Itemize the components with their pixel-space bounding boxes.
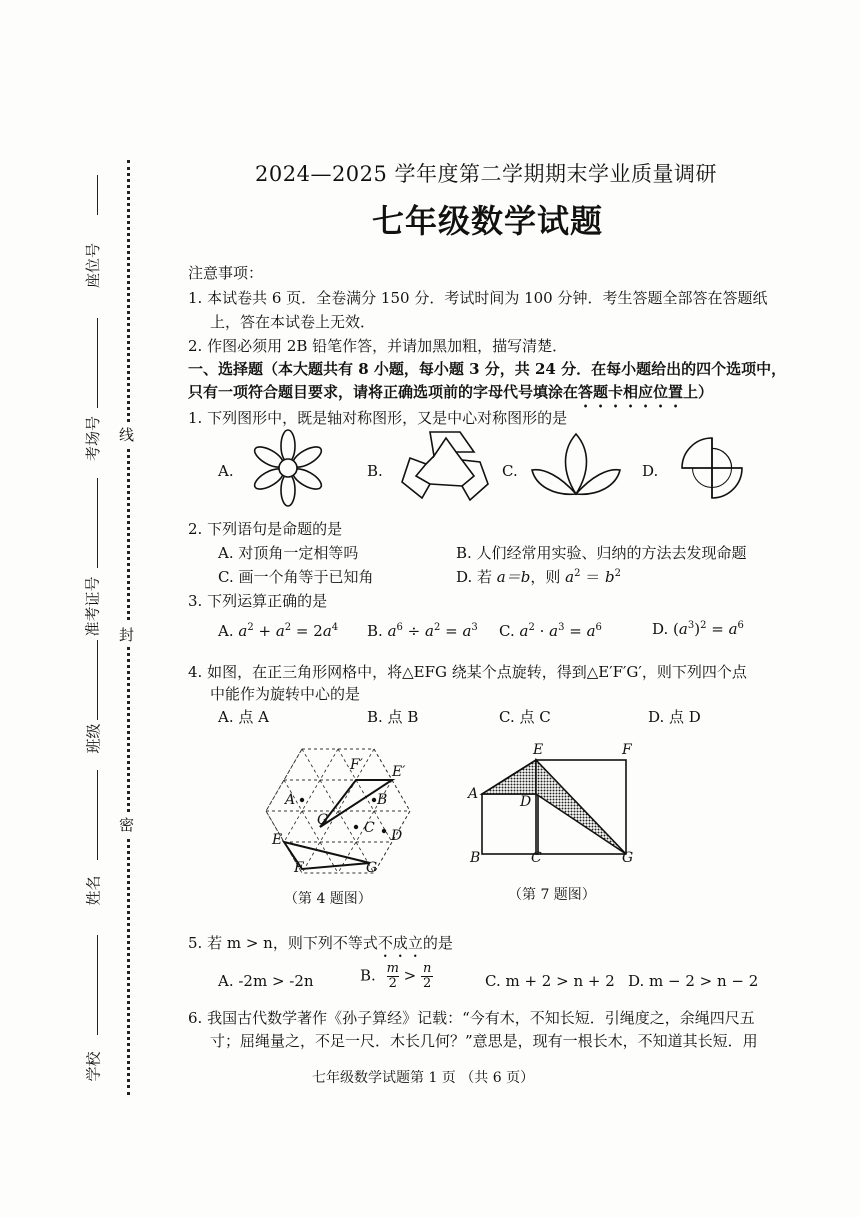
q5-option-a: A. -2m > -2n — [218, 972, 314, 990]
fig7-label-g: G — [622, 850, 634, 866]
fig4-label-g-prime: G′ — [317, 812, 332, 828]
fig4-label-b: B — [377, 792, 388, 808]
fig7-caption: （第 7 题图） — [508, 887, 596, 903]
exam-subtitle: 2024—2025 学年度第二学期期末学业质量调研 — [255, 162, 718, 186]
lotus-figure — [530, 432, 622, 500]
seat-underline — [97, 175, 98, 215]
q4-option-d: D. 点 D — [648, 708, 701, 726]
q4-stem-cont: 中能作为旋转中心的是 — [210, 685, 361, 703]
q1-stem: 1. 下列图形中，既是轴对称图形，又是中心对称图形的是 — [188, 409, 568, 427]
q2-option-c: C. 画一个角等于已知角 — [218, 568, 374, 586]
fig4-label-g: G — [366, 860, 378, 876]
section1-instructions: 一、选择题（本大题共有 8 小题，每小题 3 分，共 24 分．在每小题给出的四个选项中， — [188, 360, 787, 378]
ticket-label: 准考证号 — [83, 576, 102, 637]
recycle-figure — [400, 428, 490, 503]
q5-option-c: C. m + 2 > n + 2 — [485, 972, 615, 990]
class-label: 班级 — [84, 723, 103, 754]
name-label: 姓名 — [84, 875, 103, 906]
exam-title: 七年级数学试题 — [372, 202, 604, 240]
seal-char-fold: 封 — [119, 622, 134, 647]
q4-option-c: C. 点 C — [499, 708, 551, 726]
q1-option-d: D. — [642, 462, 659, 480]
q1-option-c: C. — [502, 462, 518, 480]
fig7-label-d: D — [520, 794, 532, 810]
q4-option-a: A. 点 A — [218, 708, 269, 726]
q5-option-b: B. $\frac{m}{2} > \frac{n}{2}$ — [360, 961, 432, 991]
q2-option-b: B. 人们经常用实验、归纳的方法去发现命题 — [456, 544, 747, 562]
q3-option-b: B. $a^6 \div a^2 = a^3$ — [367, 622, 478, 640]
q6-stem: 6. 我国古代数学著作《孙子算经》记载：“今有木，不知长短．引绳度之，余绳四尺五 — [188, 1009, 755, 1027]
class-underline — [97, 640, 98, 720]
fig4-label-e: E — [272, 832, 283, 848]
q3-option-d: D. $(a^3)^2 = a^6$ — [652, 620, 744, 638]
page-footer: 七年级数学试题第 1 页 （共 6 页） — [312, 1070, 535, 1086]
q5-stem: 5. 若 m > n，则下列不等式不成立的是 — [188, 934, 453, 952]
q1-option-b: B. — [367, 462, 383, 480]
flower-figure — [248, 428, 328, 508]
fig4-caption: （第 4 题图） — [284, 891, 372, 907]
q2-stem: 2. 下列语句是命题的是 — [188, 520, 343, 538]
fig4-label-f: F — [294, 860, 304, 876]
fig7-label-b: B — [470, 850, 481, 866]
notice-item-2: 2. 作图必须用 2B 铅笔作答，并请加黑加粗，描写清楚． — [188, 337, 568, 355]
school-label: 学校 — [84, 1051, 103, 1082]
q5-option-d: D. m − 2 > n − 2 — [628, 972, 759, 990]
seat-label: 座位号 — [84, 242, 103, 289]
q3-option-a: A. $a^2 + a^2 = 2a^4$ — [218, 622, 339, 640]
fig7-label-c: C — [531, 850, 542, 866]
name-underline — [97, 770, 98, 860]
q2-option-d: D. 若 a＝b，则 $a^2 = b^2$ — [456, 568, 621, 586]
seal-char-line: 线 — [119, 422, 134, 447]
section1-instructions-cont: 只有一项符合题目要求，请将正确选项前的字母代号填涂在答题卡相应位置上） — [188, 383, 714, 401]
q3-option-c: C. $a^2 \cdot a^3 = a^6$ — [499, 622, 602, 640]
fig4-label-c: C — [364, 820, 375, 836]
school-underline — [97, 935, 98, 1035]
notice-item-1-cont: 上，答在本试卷上无效． — [210, 313, 376, 331]
pinwheel-figure — [672, 428, 752, 508]
q2-option-a: A. 对顶角一定相等吗 — [218, 544, 359, 562]
ticket-underline — [97, 478, 98, 568]
q3-stem: 3. 下列运算正确的是 — [188, 592, 328, 610]
fig7-label-a: A — [468, 786, 479, 802]
fig7-label-e: E — [533, 742, 544, 758]
notice-heading: 注意事项： — [188, 264, 264, 282]
fig4-label-f-prime: F′ — [350, 757, 363, 773]
fig4-label-a: A — [285, 792, 296, 808]
seal-char-close: 密 — [119, 812, 134, 837]
fig4-label-e-prime: E′ — [392, 764, 406, 780]
fig4-label-d: D — [391, 828, 403, 844]
q6-stem-cont: 寸；屈绳量之，不足一尺．木长几何？”意思是，现有一根长木，不知道其长短．用 — [210, 1032, 758, 1050]
q4-option-b: B. 点 B — [367, 708, 419, 726]
notice-item-1: 1. 本试卷共 6 页．全卷满分 150 分．考试时间为 100 分钟．考生答题全部答在答题纸 — [188, 289, 768, 307]
q4-stem: 4. 如图，在正三角形网格中，将△EFG 绕某个点旋转，得到△E′F′G′，则下列四个点 — [188, 663, 747, 681]
fig7-label-f: F — [622, 742, 632, 758]
figure-7-squares — [480, 756, 630, 856]
room-underline — [97, 318, 98, 408]
q1-option-a: A. — [218, 462, 234, 480]
room-label: 考场号 — [84, 415, 103, 462]
